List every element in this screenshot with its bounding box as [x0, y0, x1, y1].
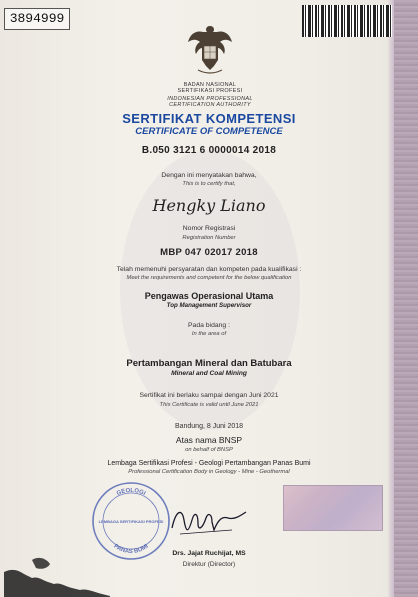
registration-label-en: Registration Number: [182, 235, 236, 241]
qualification-name-en: Top Management Supervisor: [166, 302, 252, 309]
place-date: Bandung, 8 Juni 2018: [174, 423, 244, 430]
registration-label-id: Nomor Registrasi: [182, 225, 236, 232]
qualification-name-id: Pengawas Operasional Utama: [144, 291, 274, 301]
stamp-text-bottom: PANAS BUMI: [112, 543, 150, 556]
hologram-seal: [283, 485, 383, 531]
field-name-id: Pertambangan Mineral dan Batubara: [126, 358, 292, 369]
field-intro-en: In the area of: [191, 331, 227, 337]
indonesia-map-silhouette: [2, 548, 112, 597]
title-en: CERTIFICATE OF COMPETENCE: [135, 126, 283, 137]
agency-name-en-2: CERTIFICATION AUTHORITY: [169, 102, 251, 108]
signature: [162, 490, 252, 550]
svg-text:GEOLOGI: [116, 488, 147, 497]
lsp-name-en: Professional Certification Body in Geology - Mine - Geothermal: [128, 469, 290, 475]
holder-name: Hengky Liano: [152, 196, 266, 215]
barcode: [302, 5, 392, 37]
on-behalf-en: on behalf of BNSP: [185, 447, 233, 453]
field-intro-id: Pada bidang :: [188, 322, 230, 329]
agency-name-id-1: BADAN NASIONAL: [183, 82, 237, 88]
security-border: [394, 0, 418, 597]
registration-number: MBP 047 02017 2018: [160, 247, 258, 258]
agency-name-en-1: INDONESIAN PROFESSIONAL: [167, 96, 253, 102]
garuda-emblem-icon: [186, 20, 234, 76]
certificate-number: B.050 3121 6 0000014 2018: [141, 145, 277, 156]
stamp-text-center: LEMBAGA SERTIFIKASI PROFESI: [98, 519, 164, 524]
declaration-id: Dengan ini menyatakan bahwa,: [161, 172, 257, 179]
signer-name: Drs. Jajat Ruchijat, MS: [172, 550, 246, 557]
qualification-intro-id: Telah memenuhi persyaratan dan kompeten pada kualifikasi :: [116, 266, 302, 273]
validity-id: Sertifikat ini berlaku sampai dengan Juni 2021: [139, 392, 279, 399]
signer-role: Direktur (Director): [182, 561, 236, 568]
field-name-en: Mineral and Coal Mining: [171, 370, 247, 377]
lsp-name-id: Lembaga Sertifikasi Profesi - Geologi Pertambangan Panas Bumi: [107, 460, 311, 467]
on-behalf-id: Atas nama BNSP: [175, 435, 243, 445]
agency-name-id-2: SERTIFIKASI PROFESI: [177, 88, 243, 94]
serial-number: 3894999: [4, 8, 70, 30]
qualification-intro-en: Meet the requirements and competent for the below qualification: [126, 275, 292, 281]
declaration-en: This is to certify that,: [182, 181, 236, 187]
stamp-text-top: GEOLOGI: [115, 487, 147, 498]
validity-en: This Certificate is valid until June 2021: [159, 402, 259, 408]
title-id: SERTIFIKAT KOMPETENSI: [122, 111, 296, 126]
